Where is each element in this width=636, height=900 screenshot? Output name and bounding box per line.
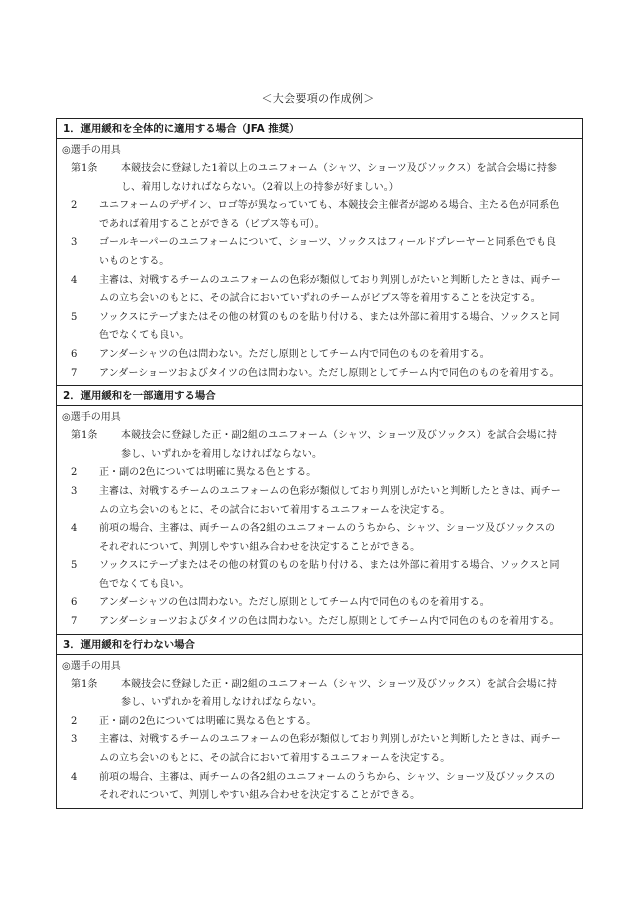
article-item (62, 365, 578, 384)
article-number: 7 (71, 367, 78, 379)
article-number: 2 (71, 200, 78, 212)
article-number: 2 (71, 467, 78, 479)
requirements-table (56, 118, 583, 809)
equipment-subheading: ◎選手の用具 (62, 145, 121, 156)
article-text: 本競技会に登録した1着以上のユニフォーム（シャツ、ショーツ及びソックス）を試合会場に持参 し、着用しなければならない。（2着以上の持参が好ましい。） (121, 163, 557, 193)
article-text: 本競技会に登録した正・副2組のユニフォーム（シャツ、ショーツ及びソックス）を試合会場に持 参し、いずれかを着用しなければならない。 (121, 678, 557, 709)
article-text: 正・副の2色については明確に異なる色とする。 (99, 467, 317, 479)
article-text: 主審は、対戦するチームのユニフォームの色彩が類似しており判別しがたいと判断したときは、両チー ムの立ち会いのもとに、その試合において着用するユニフォームを決定する。 (99, 485, 561, 516)
article-text: ソックスにテープまたはその他の材質のものを貼り付ける、または外部に着用する場合、ソックスと同 色でなくても良い。 (99, 560, 560, 590)
article-item (62, 731, 578, 768)
document-title: ＜大会要項の作成例＞ (261, 92, 375, 105)
article-item (62, 272, 578, 309)
section-1 (57, 119, 582, 385)
article-item (62, 520, 578, 557)
article-item (62, 160, 578, 197)
section-3 (57, 634, 582, 808)
equipment-subheading: ◎選手の用具 (62, 412, 121, 424)
article-item (62, 464, 578, 483)
article-text: ソックスにテープまたはその他の材質のものを貼り付ける、または外部に着用する場合、ソックスと同 色でなくても良い。 (99, 311, 560, 342)
section-2 (57, 385, 582, 634)
article-text: 前項の場合、主審は、両チームの各2組のユニフォームのうちから、シャツ、ショーツ及びソックスの それぞれについて、判別しやすい組み合わせを決定することができる。 (99, 771, 556, 802)
article-text: 主審は、対戦するチームのユニフォームの色彩が類似しており判別しがたいと判断したときは、両チー ムの立ち会いのもとに、その試合においていずれのチームがビブス等を着用することを決定する。 (99, 274, 561, 305)
article-text: アンダーショーツおよびタイツの色は問わない。ただし原則としてチーム内で同色のものを着用する。 (99, 367, 560, 379)
article-text: 主審は、対戦するチームのユニフォームの色彩が類似しており判別しがたいと判断したときは、両チー ムの立ち会いのもとに、その試合において着用するユニフォームを決定する。 (99, 734, 561, 765)
article-number: 2 (71, 715, 78, 727)
article-number: 5 (71, 311, 78, 323)
article-number: 第1条 (71, 163, 98, 174)
section-body (57, 406, 582, 634)
section-header: 2．運用緩和を一部適用する場合 (57, 386, 582, 406)
article-number: 4 (71, 274, 78, 286)
article-item (62, 769, 578, 806)
article-item (62, 427, 578, 464)
article-number: 第1条 (71, 678, 98, 690)
section-header: 1．運用緩和を全体的に適用する場合（JFA 推奨） (57, 119, 582, 139)
article-number: 4 (71, 523, 78, 535)
article-item (62, 309, 578, 346)
article-item (62, 346, 578, 365)
article-number: 第1条 (71, 430, 98, 442)
article-text: ゴールキーパーのユニフォームについて、ショーツ、ソックスはフィールドプレーヤーと同系色でも良 いものとする。 (99, 237, 557, 267)
article-text: アンダーシャツの色は問わない。ただし原則としてチーム内で同色のものを着用する。 (99, 348, 490, 360)
article-number: 6 (71, 348, 78, 360)
article-number: 5 (71, 560, 78, 572)
article-item (62, 594, 578, 613)
article-number: 7 (71, 616, 78, 628)
article-item (62, 676, 578, 713)
article-number: 4 (71, 771, 78, 783)
article-item (62, 613, 578, 632)
article-text: ユニフォームのデザイン、ロゴ等が異なっていても、本競技会主催者が認める場合、主たる色が同系色 であれば着用することができる（ビブス等も可）。 (99, 200, 560, 230)
article-number: 3 (71, 485, 78, 497)
article-text: 正・副の2色については明確に異なる色とする。 (99, 715, 317, 727)
article-number: 6 (71, 597, 78, 609)
equipment-subheading: ◎選手の用具 (62, 660, 121, 672)
article-text: 本競技会に登録した正・副2組のユニフォーム（シャツ、ショーツ及びソックス）を試合会場に持 参し、いずれかを着用しなければならない。 (121, 430, 557, 460)
article-text: 前項の場合、主審は、両チームの各2組のユニフォームのうちから、シャツ、ショーツ及びソックスの それぞれについて、判別しやすい組み合わせを決定することができる。 (99, 523, 556, 553)
section-body (57, 655, 582, 808)
article-item (62, 197, 578, 234)
section-body (57, 139, 582, 385)
article-item (62, 234, 578, 271)
article-number: 3 (71, 734, 78, 746)
article-item (62, 557, 578, 594)
section-header: 3．運用緩和を行わない場合 (57, 635, 582, 655)
article-text: アンダーシャツの色は問わない。ただし原則としてチーム内で同色のものを着用する。 (99, 597, 490, 609)
article-number: 3 (71, 237, 78, 249)
article-item (62, 713, 578, 732)
article-item (62, 483, 578, 520)
article-text: アンダーショーツおよびタイツの色は問わない。ただし原則としてチーム内で同色のものを着用する。 (99, 616, 560, 628)
